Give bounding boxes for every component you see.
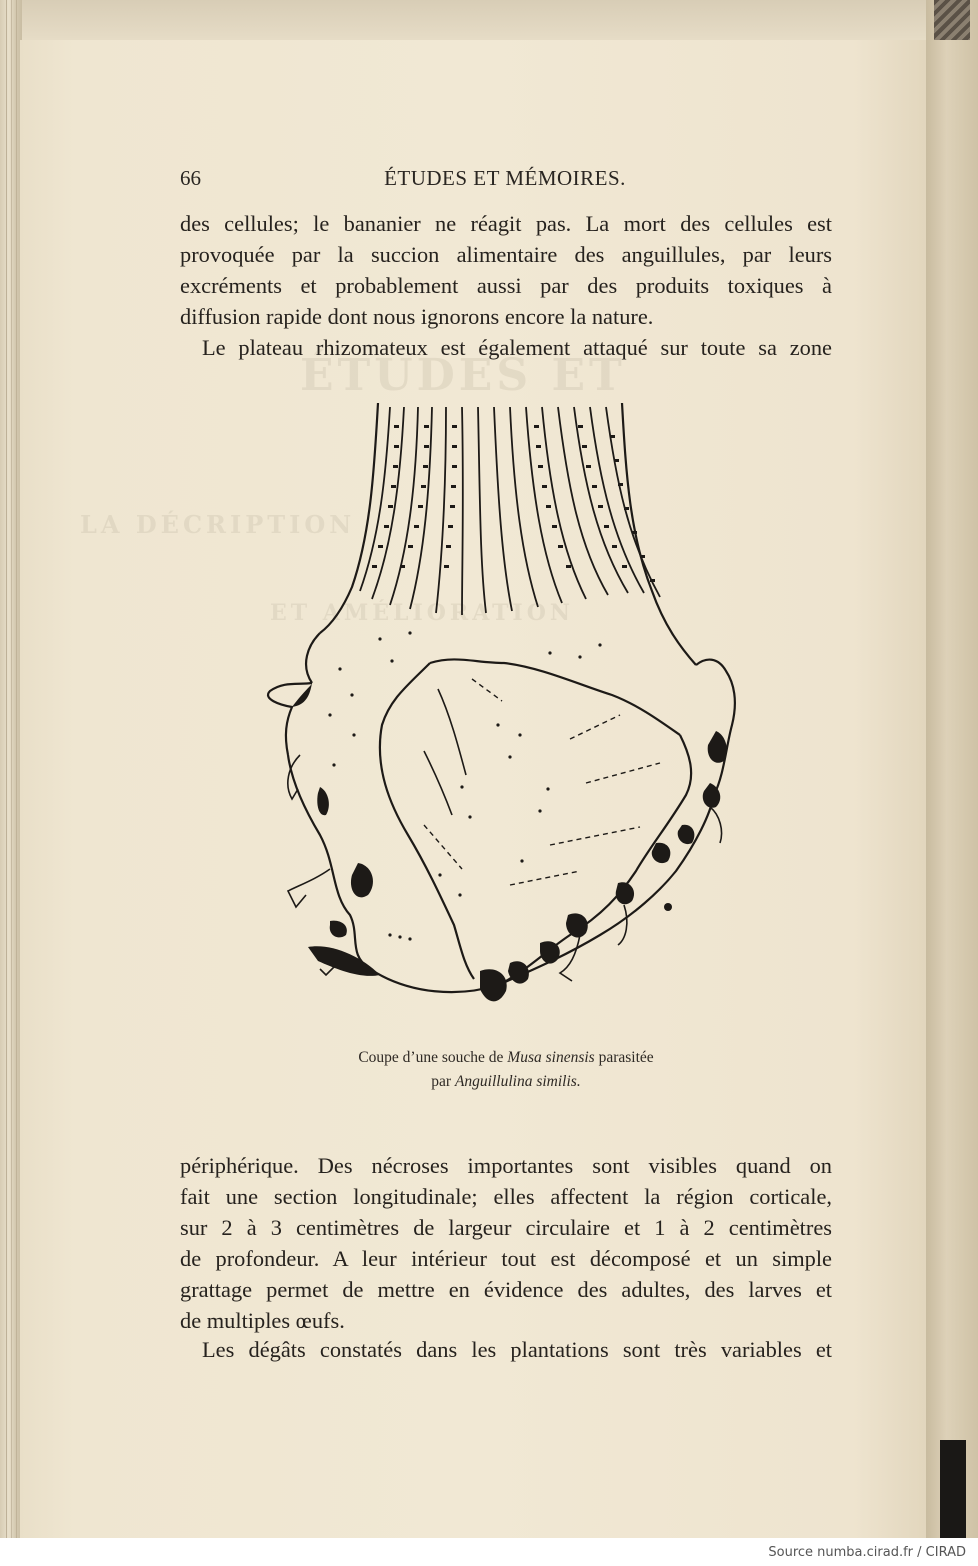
text-line: périphérique. Des nécroses importantes sont visibles quand on <box>180 1153 832 1178</box>
paragraph-1 <box>180 208 832 332</box>
caption-line-1 <box>180 1046 832 1070</box>
root-stubs <box>288 689 722 981</box>
text-line: Les dégâts constatés dans les plantations sont très variables et <box>202 1337 832 1362</box>
caption-parasite: Anguillulina similis. <box>454 1073 581 1090</box>
paragraph-3 <box>180 1150 832 1336</box>
inner-cylinder-outline <box>430 659 680 735</box>
rhizome-section-illustration <box>240 395 760 1035</box>
bleed-through-text: ET AMÉLIORATION <box>270 600 574 626</box>
paragraph-4 <box>180 1334 832 1365</box>
text-line: de profondeur. A leur intérieur tout est décomposé et un simple <box>180 1246 832 1271</box>
caption-line-2 <box>180 1070 832 1094</box>
left-page-stack <box>0 0 22 1538</box>
text-line: de multiples œufs. <box>180 1308 345 1333</box>
text-line: fait une section longitudinale; elles affectent la région corticale, <box>180 1184 832 1209</box>
caption-text: par <box>431 1073 455 1090</box>
caption-text: Coupe d’une souche de <box>358 1049 508 1066</box>
caption-species: Musa sinensis <box>507 1049 595 1066</box>
bookmark-ribbon <box>940 1440 966 1538</box>
source-credit: Source numba.cirad.fr / CIRAD <box>768 1545 966 1560</box>
dashed-lines <box>424 679 660 885</box>
running-header <box>180 166 830 190</box>
bleed-through-text: LA DÉCRIPTION <box>80 510 356 539</box>
text-line: des cellules; le bananier ne réagit pas. La mort des cellules est <box>180 211 832 236</box>
right-book-edge <box>926 0 978 1538</box>
binding-cord <box>934 0 970 40</box>
text-line: sur 2 à 3 centimètres de largeur circulaire et 1 à 2 centimètres <box>180 1215 832 1240</box>
paragraph-2 <box>180 332 832 363</box>
text-line: grattage permet de mettre en évidence des adultes, des larves et <box>180 1277 832 1302</box>
top-book-edge <box>0 0 978 40</box>
stem-outline-left <box>320 403 378 633</box>
bleed-through-text: ÉTUDES ET <box>300 350 626 401</box>
page-number: 66 <box>180 166 201 190</box>
text-line: excréments et probablement aussi par des produits toxiques à <box>180 273 832 298</box>
figure-caption <box>180 1046 832 1094</box>
running-title: ÉTUDES ET MÉMOIRES. <box>384 166 626 190</box>
caption-text: parasitée <box>594 1049 654 1066</box>
text-line: Le plateau rhizomateux est également attaqué sur toute sa zone <box>202 335 832 360</box>
text-line: provoquée par la succion alimentaire des anguillules, par leurs <box>180 242 832 267</box>
text-line: diffusion rapide dont nous ignorons encore la nature. <box>180 304 654 329</box>
